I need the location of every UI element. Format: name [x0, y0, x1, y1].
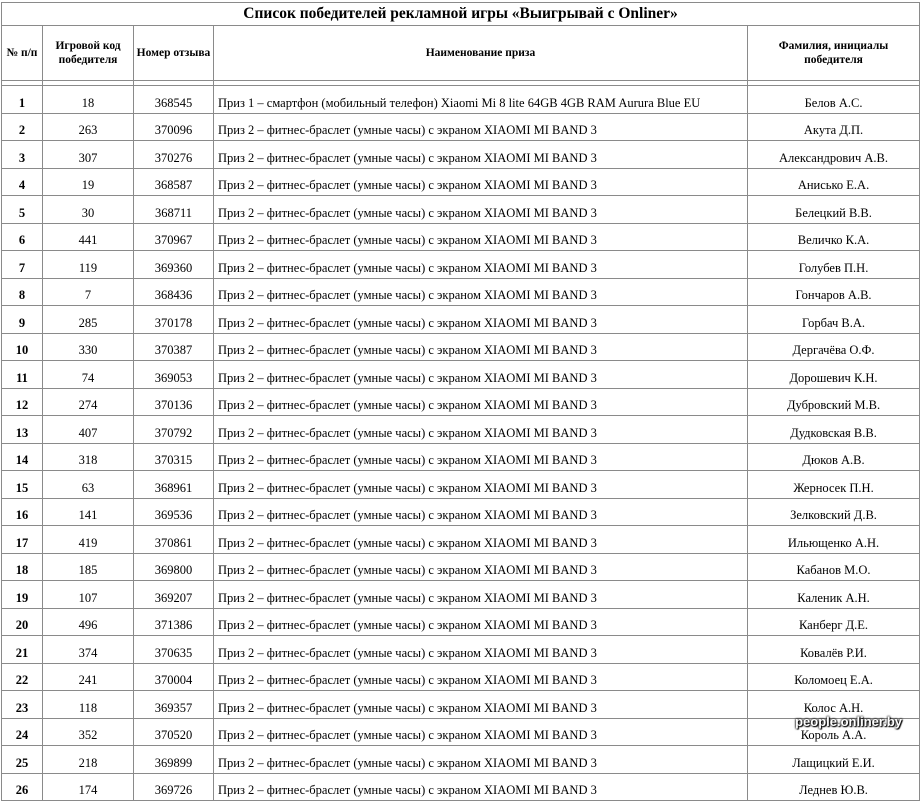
cell-winner: Величко К.А. [748, 223, 920, 251]
cell-winner: Колос А.Н. [748, 691, 920, 719]
cell-review: 370635 [134, 636, 214, 664]
cell-winner: Белецкий В.В. [748, 196, 920, 224]
cell-winner: Ильющенко А.Н. [748, 526, 920, 554]
cell-prize: Приз 2 – фитнес-браслет (умные часы) с экраном XIAOMI MI BAND 3 [214, 746, 748, 774]
table-row [2, 663, 920, 691]
cell-num: 20 [2, 608, 43, 636]
cell-winner: Кабанов М.О. [748, 553, 920, 581]
cell-winner: Голубев П.Н. [748, 251, 920, 279]
cell-winner: Король А.А. [748, 718, 920, 746]
cell-prize: Приз 2 – фитнес-браслет (умные часы) с экраном XIAOMI MI BAND 3 [214, 416, 748, 444]
cell-prize: Приз 2 – фитнес-браслет (умные часы) с экраном XIAOMI MI BAND 3 [214, 663, 748, 691]
cell-review: 370096 [134, 113, 214, 141]
cell-prize: Приз 2 – фитнес-браслет (умные часы) с экраном XIAOMI MI BAND 3 [214, 141, 748, 169]
cell-review: 369726 [134, 773, 214, 801]
cell-num: 15 [2, 471, 43, 499]
cell-prize: Приз 2 – фитнес-браслет (умные часы) с экраном XIAOMI MI BAND 3 [214, 388, 748, 416]
cell-winner: Горбач В.А. [748, 306, 920, 334]
column-header-winner: Фамилия, инициалы победителя [748, 26, 920, 81]
cell-review: 368711 [134, 196, 214, 224]
cell-num: 5 [2, 196, 43, 224]
cell-code: 274 [43, 388, 134, 416]
cell-winner: Лащицкий Е.И. [748, 746, 920, 774]
cell-winner: Акута Д.П. [748, 113, 920, 141]
cell-prize: Приз 2 – фитнес-браслет (умные часы) с экраном XIAOMI MI BAND 3 [214, 471, 748, 499]
cell-num: 21 [2, 636, 43, 664]
cell-prize: Приз 2 – фитнес-браслет (умные часы) с экраном XIAOMI MI BAND 3 [214, 553, 748, 581]
cell-prize: Приз 2 – фитнес-браслет (умные часы) с экраном XIAOMI MI BAND 3 [214, 333, 748, 361]
table-row [2, 306, 920, 334]
cell-review: 370178 [134, 306, 214, 334]
table-row [2, 333, 920, 361]
cell-winner: Каленик А.Н. [748, 581, 920, 609]
cell-num: 10 [2, 333, 43, 361]
cell-num: 18 [2, 553, 43, 581]
cell-review: 369536 [134, 498, 214, 526]
cell-review: 370520 [134, 718, 214, 746]
cell-code: 63 [43, 471, 134, 499]
cell-review: 369360 [134, 251, 214, 279]
column-header-review: Номер отзыва [134, 26, 214, 81]
cell-winner: Ковалёв Р.И. [748, 636, 920, 664]
cell-winner: Зелковский Д.В. [748, 498, 920, 526]
cell-num: 3 [2, 141, 43, 169]
cell-review: 368545 [134, 86, 214, 114]
cell-prize: Приз 2 – фитнес-браслет (умные часы) с экраном XIAOMI MI BAND 3 [214, 251, 748, 279]
cell-code: 74 [43, 361, 134, 389]
table-row [2, 608, 920, 636]
cell-prize: Приз 2 – фитнес-браслет (умные часы) с экраном XIAOMI MI BAND 3 [214, 773, 748, 801]
cell-winner: Дюков А.В. [748, 443, 920, 471]
table-row [2, 141, 920, 169]
cell-num: 11 [2, 361, 43, 389]
cell-prize: Приз 2 – фитнес-браслет (умные часы) с экраном XIAOMI MI BAND 3 [214, 581, 748, 609]
column-header-code: Игровой код победителя [43, 26, 134, 81]
cell-code: 407 [43, 416, 134, 444]
cell-review: 368961 [134, 471, 214, 499]
table-row [2, 113, 920, 141]
table-row [2, 86, 920, 114]
cell-num: 16 [2, 498, 43, 526]
cell-prize: Приз 2 – фитнес-браслет (умные часы) с экраном XIAOMI MI BAND 3 [214, 636, 748, 664]
cell-code: 218 [43, 746, 134, 774]
cell-prize: Приз 2 – фитнес-браслет (умные часы) с экраном XIAOMI MI BAND 3 [214, 278, 748, 306]
cell-review: 369800 [134, 553, 214, 581]
cell-code: 19 [43, 168, 134, 196]
page-title: Список победителей рекламной игры «Выигрывай с Onliner» [2, 3, 920, 26]
cell-winner: Жерносек П.Н. [748, 471, 920, 499]
table-row [2, 223, 920, 251]
cell-review: 369357 [134, 691, 214, 719]
cell-num: 2 [2, 113, 43, 141]
table-row [2, 526, 920, 554]
cell-num: 4 [2, 168, 43, 196]
table-row [2, 168, 920, 196]
cell-winner: Дубровский М.В. [748, 388, 920, 416]
cell-code: 18 [43, 86, 134, 114]
cell-winner: Дорошевич К.Н. [748, 361, 920, 389]
cell-review: 369899 [134, 746, 214, 774]
cell-review: 369207 [134, 581, 214, 609]
cell-review: 370004 [134, 663, 214, 691]
cell-winner: Дергачёва О.Ф. [748, 333, 920, 361]
cell-code: 119 [43, 251, 134, 279]
cell-num: 26 [2, 773, 43, 801]
cell-prize: Приз 2 – фитнес-браслет (умные часы) с экраном XIAOMI MI BAND 3 [214, 223, 748, 251]
table-row [2, 718, 920, 746]
cell-review: 370276 [134, 141, 214, 169]
cell-code: 30 [43, 196, 134, 224]
cell-prize: Приз 1 – смартфон (мобильный телефон) Xiaomi Mi 8 lite 64GB 4GB RAM Aurura Blue EU [214, 86, 748, 114]
winners-table [1, 2, 920, 801]
cell-prize: Приз 2 – фитнес-браслет (умные часы) с экраном XIAOMI MI BAND 3 [214, 361, 748, 389]
cell-num: 19 [2, 581, 43, 609]
cell-prize: Приз 2 – фитнес-браслет (умные часы) с экраном XIAOMI MI BAND 3 [214, 168, 748, 196]
cell-prize: Приз 2 – фитнес-браслет (умные часы) с экраном XIAOMI MI BAND 3 [214, 608, 748, 636]
cell-winner: Белов А.С. [748, 86, 920, 114]
cell-prize: Приз 2 – фитнес-браслет (умные часы) с экраном XIAOMI MI BAND 3 [214, 196, 748, 224]
table-row [2, 196, 920, 224]
cell-prize: Приз 2 – фитнес-браслет (умные часы) с экраном XIAOMI MI BAND 3 [214, 718, 748, 746]
cell-winner: Гончаров А.В. [748, 278, 920, 306]
cell-code: 419 [43, 526, 134, 554]
cell-num: 14 [2, 443, 43, 471]
table-row [2, 581, 920, 609]
cell-prize: Приз 2 – фитнес-браслет (умные часы) с экраном XIAOMI MI BAND 3 [214, 498, 748, 526]
table-row [2, 278, 920, 306]
cell-winner: Анисько Е.А. [748, 168, 920, 196]
table-row [2, 746, 920, 774]
table-row [2, 691, 920, 719]
cell-num: 13 [2, 416, 43, 444]
cell-review: 370315 [134, 443, 214, 471]
cell-code: 141 [43, 498, 134, 526]
cell-code: 307 [43, 141, 134, 169]
cell-code: 441 [43, 223, 134, 251]
cell-review: 370792 [134, 416, 214, 444]
cell-prize: Приз 2 – фитнес-браслет (умные часы) с экраном XIAOMI MI BAND 3 [214, 306, 748, 334]
cell-code: 318 [43, 443, 134, 471]
table-row [2, 636, 920, 664]
cell-winner: Дудковская В.В. [748, 416, 920, 444]
cell-code: 374 [43, 636, 134, 664]
cell-code: 7 [43, 278, 134, 306]
cell-num: 7 [2, 251, 43, 279]
cell-review: 369053 [134, 361, 214, 389]
cell-num: 17 [2, 526, 43, 554]
cell-review: 370136 [134, 388, 214, 416]
cell-num: 1 [2, 86, 43, 114]
table-row [2, 553, 920, 581]
cell-code: 352 [43, 718, 134, 746]
table-row [2, 416, 920, 444]
cell-code: 285 [43, 306, 134, 334]
cell-review: 368587 [134, 168, 214, 196]
cell-code: 174 [43, 773, 134, 801]
cell-review: 371386 [134, 608, 214, 636]
cell-prize: Приз 2 – фитнес-браслет (умные часы) с экраном XIAOMI MI BAND 3 [214, 113, 748, 141]
cell-prize: Приз 2 – фитнес-браслет (умные часы) с экраном XIAOMI MI BAND 3 [214, 691, 748, 719]
cell-review: 368436 [134, 278, 214, 306]
cell-winner: Александрович А.В. [748, 141, 920, 169]
column-header-prize: Наименование приза [214, 26, 748, 81]
cell-num: 22 [2, 663, 43, 691]
watermark-text: people.onliner.by [795, 714, 902, 729]
cell-code: 263 [43, 113, 134, 141]
cell-code: 330 [43, 333, 134, 361]
table-row [2, 388, 920, 416]
table-row [2, 361, 920, 389]
cell-winner: Канберг Д.Е. [748, 608, 920, 636]
cell-num: 8 [2, 278, 43, 306]
table-row [2, 443, 920, 471]
cell-code: 118 [43, 691, 134, 719]
cell-num: 9 [2, 306, 43, 334]
table-row [2, 251, 920, 279]
cell-winner: Леднев Ю.В. [748, 773, 920, 801]
cell-code: 107 [43, 581, 134, 609]
cell-prize: Приз 2 – фитнес-браслет (умные часы) с экраном XIAOMI MI BAND 3 [214, 443, 748, 471]
cell-num: 24 [2, 718, 43, 746]
table-row [2, 471, 920, 499]
cell-num: 23 [2, 691, 43, 719]
cell-review: 370967 [134, 223, 214, 251]
cell-num: 6 [2, 223, 43, 251]
cell-num: 12 [2, 388, 43, 416]
cell-num: 25 [2, 746, 43, 774]
cell-prize: Приз 2 – фитнес-браслет (умные часы) с экраном XIAOMI MI BAND 3 [214, 526, 748, 554]
cell-winner: Коломоец Е.А. [748, 663, 920, 691]
cell-review: 370861 [134, 526, 214, 554]
cell-code: 185 [43, 553, 134, 581]
cell-code: 496 [43, 608, 134, 636]
table-row [2, 773, 920, 801]
table-row [2, 498, 920, 526]
cell-review: 370387 [134, 333, 214, 361]
table-body [2, 86, 920, 801]
cell-code: 241 [43, 663, 134, 691]
column-header-num: № п/п [2, 26, 43, 81]
